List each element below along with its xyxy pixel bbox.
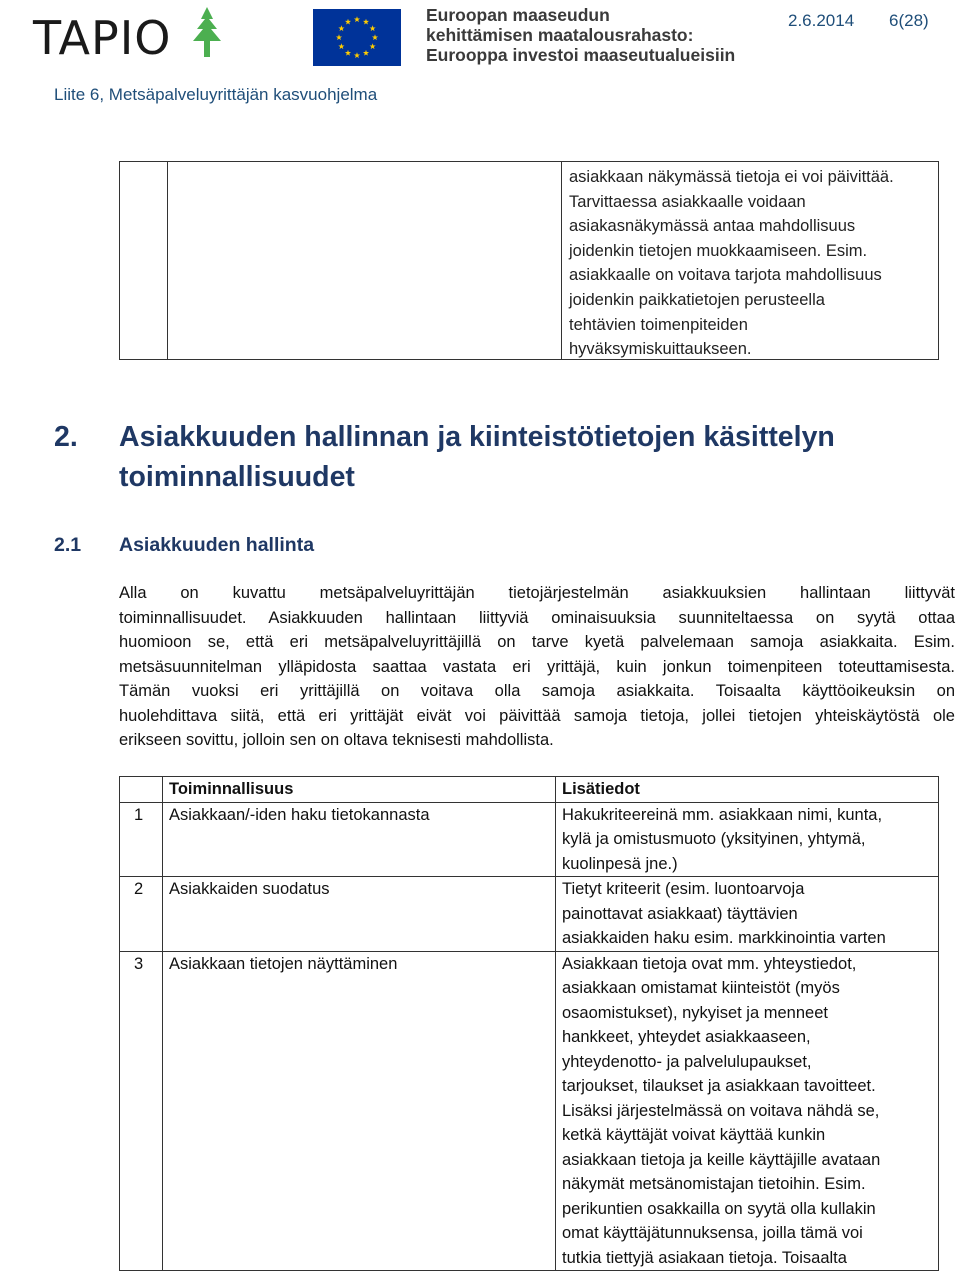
section-title-line: toiminnallisuudet xyxy=(119,461,355,493)
cell-line: joidenkin paikkatietojen perusteella xyxy=(569,290,825,309)
detail-line: omat käyttäjätunnuksensa, joilla tämä voi xyxy=(562,1224,863,1242)
detail-line: Asiakkaan tietoja ovat mm. yhteystiedot, xyxy=(562,954,857,973)
cell-line: Tarvittaessa asiakkaalle voidaan xyxy=(569,192,806,211)
detail-line: painottavat asiakkaat) täyttävien xyxy=(562,904,798,923)
eu-text-line: Eurooppa investoi maaseutualueisiin xyxy=(426,45,736,65)
section-title-line: Asiakkuuden hallinnan ja kiinteistötietojen käsittelyn xyxy=(119,421,835,453)
page-number: 6(28) xyxy=(889,11,929,30)
subsection-number: 2.1 xyxy=(54,534,82,556)
header-date: 2.6.2014 xyxy=(788,11,855,30)
detail-line: Tietyt kriteerit (esim. luontoarvoja xyxy=(562,880,805,898)
detail-line: tutkia tiettyjä asiakaan tietoja. Toisaalta xyxy=(562,1248,847,1267)
row-number: 2 xyxy=(120,877,163,952)
detail-line: näkymät metsänomistajan tietoihin. Esim. xyxy=(562,1175,866,1193)
cell-line: hyväksymiskuittaukseen. xyxy=(569,340,752,359)
cell-line: asiakkaalle on voitava tarjota mahdollisuus xyxy=(569,266,882,285)
table-row xyxy=(120,951,939,1271)
eu-flag-icon xyxy=(313,9,401,66)
cell-line: joidenkin tietojen muokkaamiseen. Esim. xyxy=(569,241,868,260)
detail-line: perikuntien osakkailla on syytä olla kullakin xyxy=(562,1199,876,1218)
row-details xyxy=(556,802,939,877)
body-paragraph xyxy=(119,581,955,753)
detail-line: asiakkaiden haku esim. markkinointia varten xyxy=(562,929,886,947)
header-cell-details: Lisätiedot xyxy=(556,777,939,803)
functionality-table xyxy=(119,776,939,1271)
cell-line: tehtävien toimenpiteiden xyxy=(569,315,748,334)
continued-table xyxy=(119,161,939,360)
detail-line: kuolinpesä jne.) xyxy=(562,854,678,873)
section-number: 2. xyxy=(54,421,78,453)
paragraph-line: metsäsuunnitelman ylläpidosta saattaa vastata eri yrittäjä, kuin jonkun toimenpiteen toteuttamisesta. xyxy=(119,657,955,676)
detail-line: ketkä käyttäjät voivat käyttää kunkin xyxy=(562,1126,826,1144)
eu-fund-text xyxy=(426,5,735,65)
tapio-logo: TAPIO xyxy=(33,11,172,65)
paragraph-line: huomioon se, että eri metsäpalveluyrittäjillä on tarve kyetä palvelemaan samoja asiakkaita. Esim. xyxy=(119,633,955,651)
header-cell-functionality: Toiminnallisuus xyxy=(163,777,556,803)
detail-line: osaomistukset), nykyiset ja menneet xyxy=(562,1003,828,1022)
table-row xyxy=(120,877,939,952)
table-row xyxy=(120,802,939,877)
table-divider xyxy=(561,162,562,359)
row-details xyxy=(556,951,939,1271)
row-functionality: Asiakkaiden suodatus xyxy=(163,877,556,952)
eu-text-line: Euroopan maaseudun xyxy=(426,5,610,25)
header-cell-number xyxy=(120,777,163,803)
detail-line: asiakkaan tietoja ja keille käyttäjille avataan xyxy=(562,1150,881,1169)
subsection-title: Asiakkuuden hallinta xyxy=(119,534,315,556)
row-details xyxy=(556,877,939,952)
paragraph-line: toiminnallisuudet. Asiakkuuden hallintaan liittyviä ominaisuuksia suunniteltaessa on syytä ottaa xyxy=(119,608,955,627)
paragraph-line: Alla on kuvattu metsäpalveluyrittäjän tietojärjestelmän asiakkuuksien hallintaan liittyvät xyxy=(119,584,955,602)
eu-text-line: kehittämisen maatalousrahasto: xyxy=(426,25,694,45)
row-functionality: Asiakkaan tietojen näyttäminen xyxy=(163,951,556,1271)
row-functionality: Asiakkaan/-iden haku tietokannasta xyxy=(163,802,556,877)
detail-line: hankkeet, yhteydet asiakkaaseen, xyxy=(562,1028,811,1046)
detail-line: yhteydenotto- ja palvelulupaukset, xyxy=(562,1052,812,1071)
section-title xyxy=(119,417,835,497)
paragraph-line: huolehdittava siitä, että eri yrittäjät eivät voi päivittää samoja tietoja, jollei tietojen yhteiskäytöstä ole xyxy=(119,706,955,725)
table-header-row xyxy=(120,777,939,803)
document-subtitle: Liite 6, Metsäpalveluyrittäjän kasvuohjelma xyxy=(54,85,378,104)
detail-line: Lisäksi järjestelmässä on voitava nähdä se, xyxy=(562,1101,880,1120)
continued-details-cell xyxy=(569,165,935,362)
cell-line: asiakkaan näkymässä tietoja ei voi päivittää. xyxy=(569,168,894,186)
tree-logo-icon xyxy=(186,5,228,61)
row-number: 1 xyxy=(120,802,163,877)
detail-line: Hakukriteereinä mm. asiakkaan nimi, kunta, xyxy=(562,805,883,824)
detail-line: kylä ja omistusmuoto (yksityinen, yhtymä, xyxy=(562,830,866,848)
row-number: 3 xyxy=(120,951,163,1271)
cell-line: asiakasnäkymässä antaa mahdollisuus xyxy=(569,217,856,236)
paragraph-line: erikseen sovittu, jolloin sen on oltava teknisesti mahdollista. xyxy=(119,731,554,749)
detail-line: tarjoukset, tilaukset ja asiakkaan tavoitteet. xyxy=(562,1077,876,1095)
table-divider xyxy=(167,162,168,359)
paragraph-line: Tämän vuoksi eri yrittäjillä on voitava olla samoja asiakkaita. Toisaalta käyttöoikeuksin on xyxy=(119,682,955,700)
detail-line: asiakkaan omistamat kiinteistöt (myös xyxy=(562,979,840,997)
